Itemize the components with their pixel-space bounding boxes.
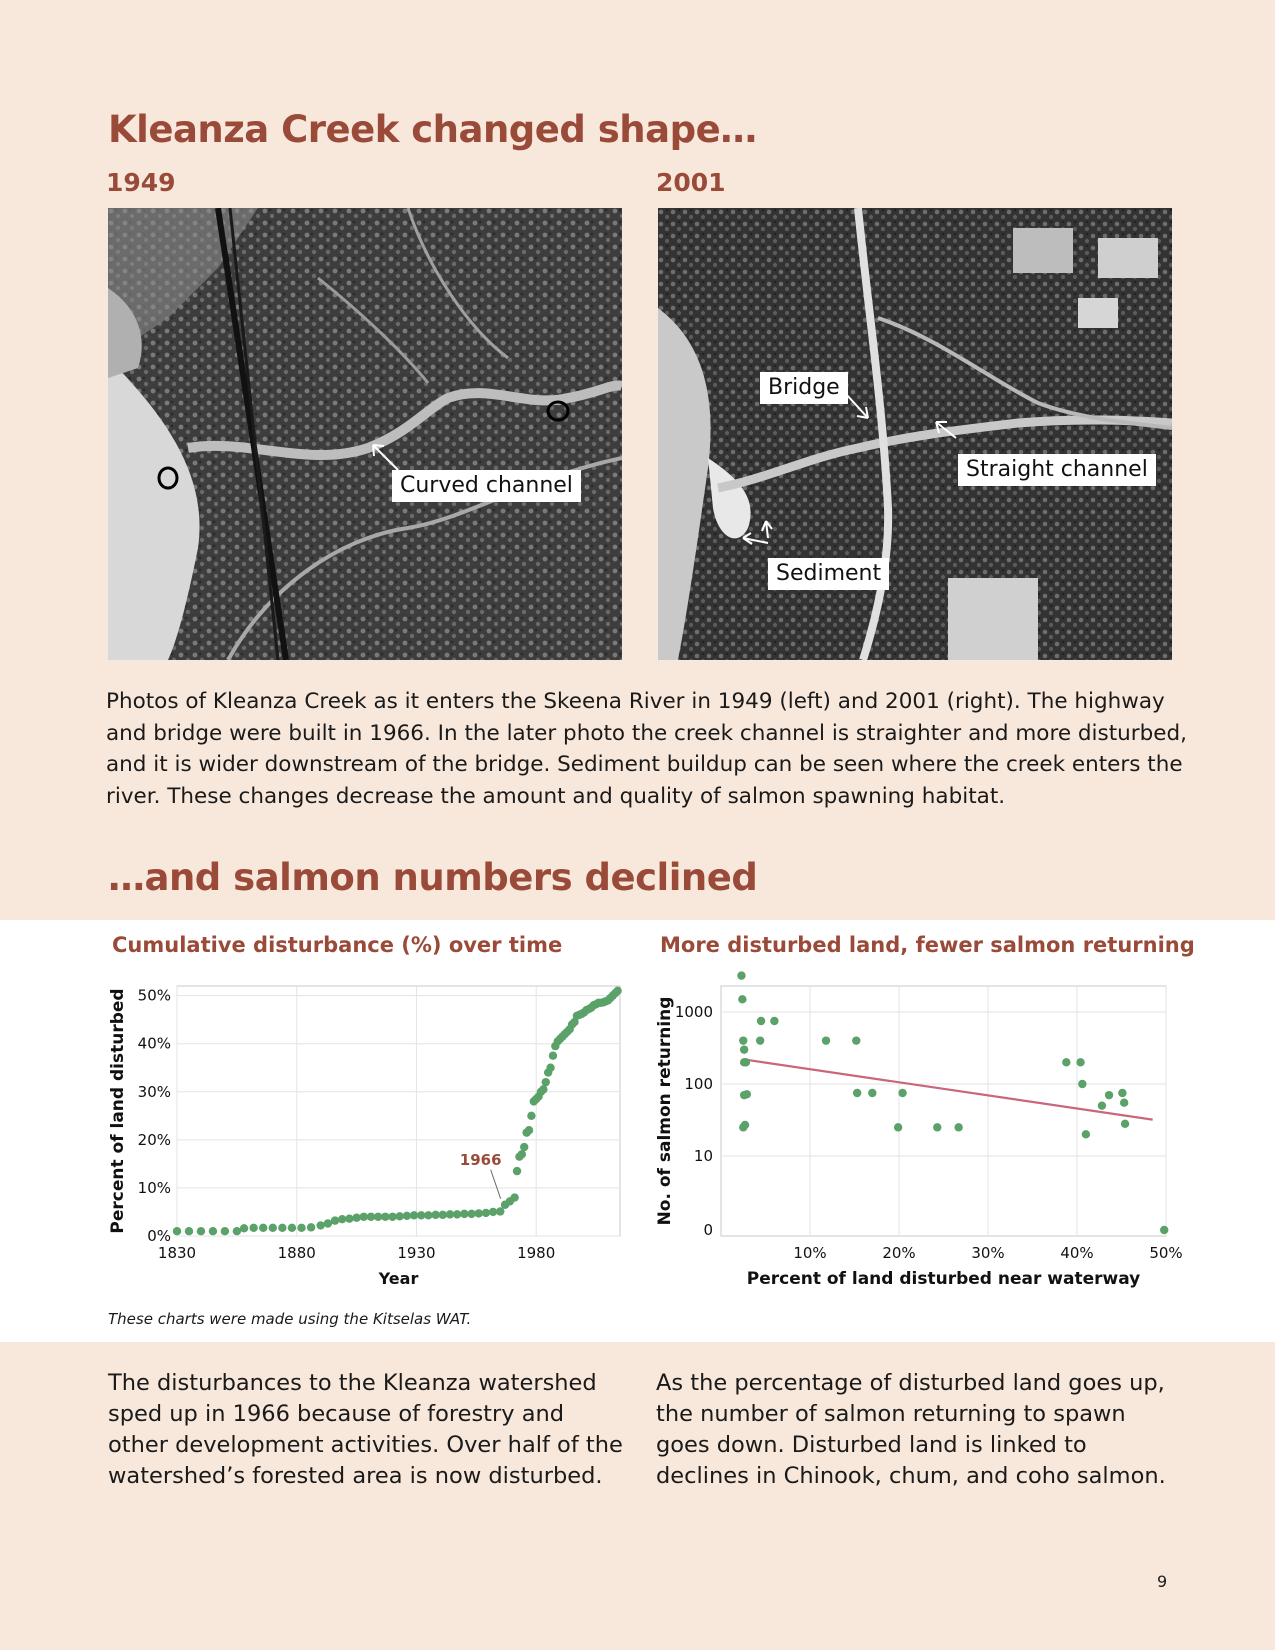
data-point [894, 1123, 902, 1131]
data-point [898, 1089, 906, 1097]
aerial-photo-1949-image [108, 208, 622, 660]
y-axis-label: No. of salmon returning [655, 996, 675, 1226]
page-title: Kleanza Creek changed shape… [108, 108, 757, 151]
data-point [324, 1219, 332, 1227]
photo-year-1949: 1949 [106, 168, 176, 197]
data-point [197, 1227, 205, 1235]
data-point [367, 1213, 375, 1221]
data-point [345, 1214, 353, 1222]
data-point [741, 1121, 749, 1129]
data-point [395, 1212, 403, 1220]
data-point [185, 1227, 193, 1235]
section-title: …and salmon numbers declined [108, 856, 758, 899]
data-point [738, 995, 746, 1003]
data-point [240, 1224, 248, 1232]
data-point [331, 1216, 339, 1224]
data-point [374, 1213, 382, 1221]
data-point [740, 1045, 748, 1053]
chart-title-disturbance: Cumulative disturbance (%) over time [112, 933, 563, 957]
data-point [460, 1210, 468, 1218]
data-point [439, 1211, 447, 1219]
plot-area [177, 986, 620, 1236]
data-point [770, 1017, 778, 1025]
sediment-label: Sediment [768, 558, 889, 590]
data-point [446, 1210, 454, 1218]
data-point [388, 1213, 396, 1221]
straight-channel-label: Straight channel [958, 454, 1156, 486]
y-tick-label: 0% [147, 1227, 171, 1245]
data-point [954, 1123, 962, 1131]
data-point [259, 1224, 267, 1232]
data-point [520, 1143, 528, 1151]
data-point [467, 1210, 475, 1218]
y-tick-label: 0 [703, 1221, 713, 1239]
data-point [742, 1058, 750, 1066]
aerial-photo-2001 [658, 208, 1172, 660]
data-point [249, 1224, 257, 1232]
data-point [352, 1214, 360, 1222]
y-tick-label: 40% [137, 1034, 171, 1053]
x-tick-label: 50% [1149, 1244, 1183, 1262]
aerial-photo-1949 [108, 208, 622, 660]
data-point [1105, 1091, 1113, 1099]
data-point [539, 1085, 547, 1093]
data-point [549, 1052, 557, 1060]
x-tick-label: 40% [1060, 1244, 1094, 1262]
data-point [822, 1036, 830, 1044]
disturbance-over-time-chart [100, 970, 630, 1290]
data-point [852, 1036, 860, 1044]
data-point [1098, 1101, 1106, 1109]
data-point [417, 1211, 425, 1219]
page-number: 9 [1157, 1572, 1168, 1591]
data-point [233, 1227, 241, 1235]
data-point [453, 1210, 461, 1218]
data-point [489, 1208, 497, 1216]
data-point [613, 987, 621, 995]
data-point [1078, 1080, 1086, 1088]
data-point [297, 1224, 305, 1232]
source-note: These charts were made using the Kitselas WAT. [108, 1310, 472, 1328]
data-point [1120, 1098, 1128, 1106]
data-point [381, 1213, 389, 1221]
y-tick-label: 1000 [674, 1003, 713, 1021]
aerial-photo-2001-image [658, 208, 1172, 660]
data-point [546, 1064, 554, 1072]
y-tick-label: 100 [684, 1075, 713, 1093]
x-tick-label: 1980 [517, 1244, 556, 1262]
data-point [424, 1211, 432, 1219]
x-tick-label: 1830 [157, 1244, 197, 1262]
y-axis-label: Percent of land disturbed [108, 988, 128, 1234]
data-point [482, 1209, 490, 1217]
data-point [278, 1224, 286, 1232]
x-tick-label: 20% [882, 1244, 916, 1262]
data-point [316, 1221, 324, 1229]
salmon-vs-disturbance-chart [650, 970, 1190, 1290]
data-point [737, 971, 745, 979]
y-tick-label: 30% [137, 1082, 171, 1101]
data-point [853, 1089, 861, 1097]
data-point [933, 1123, 941, 1131]
data-point [288, 1224, 296, 1232]
chart-title-salmon: More disturbed land, fewer salmon returning [660, 933, 1195, 957]
data-point [338, 1215, 346, 1223]
data-point [1062, 1058, 1070, 1066]
data-point [403, 1212, 411, 1220]
data-point [513, 1167, 521, 1175]
y-tick-label: 10% [137, 1178, 171, 1197]
body-text-right: As the percentage of disturbed land goes up, the number of salmon returning to spawn goes down. Disturbed land is linked to declines in Chinook, chum, and coho salmon. [656, 1370, 1166, 1489]
annotation-1966: 1966 [459, 1150, 502, 1169]
x-tick-label: 30% [971, 1244, 1005, 1262]
data-point [739, 1036, 747, 1044]
x-axis-label: Percent of land disturbed near waterway [746, 1269, 1141, 1289]
data-point [475, 1209, 483, 1217]
x-tick-label: 1930 [397, 1244, 436, 1262]
data-point [209, 1227, 217, 1235]
x-tick-label: 10% [793, 1244, 827, 1262]
data-point [1160, 1226, 1168, 1234]
data-point [307, 1223, 315, 1231]
y-tick-label: 20% [137, 1130, 171, 1149]
data-point [221, 1227, 229, 1235]
data-point [510, 1193, 518, 1201]
data-point [868, 1089, 876, 1097]
data-point [431, 1211, 439, 1219]
data-point [1121, 1120, 1129, 1128]
body-text-left: The disturbances to the Kleanza watershed sped up in 1966 because of forestry and other development activities. Over half of the watershed’s forested area is now disturbed. [108, 1370, 623, 1489]
photo-year-2001: 2001 [656, 168, 726, 197]
data-point [757, 1017, 765, 1025]
data-point [527, 1112, 535, 1120]
data-point [269, 1224, 277, 1232]
data-point [743, 1090, 751, 1098]
curved-channel-label: Curved channel [392, 470, 581, 502]
data-point [1082, 1130, 1090, 1138]
data-point [410, 1211, 418, 1219]
data-point [173, 1227, 181, 1235]
data-point [496, 1207, 504, 1215]
data-point [525, 1126, 533, 1134]
data-point [1076, 1058, 1084, 1066]
bridge-label: Bridge [760, 372, 848, 404]
data-point [756, 1036, 764, 1044]
data-point [1118, 1089, 1126, 1097]
x-tick-label: 1880 [277, 1244, 316, 1262]
x-axis-label: Year [378, 1269, 419, 1288]
y-tick-label: 10 [693, 1147, 713, 1165]
photo-caption: Photos of Kleanza Creek as it enters the Skeena River in 1949 (left) and 2001 (right). The highway and bridge were built in 1966. In the later photo the creek channel is straighter and more disturbed, and it is wider downstream of the bridge. Sediment buildup can be seen where the creek enters the river. These changes decrease the amount and quality of salmon spawning habitat. [106, 689, 1187, 809]
data-point [518, 1150, 526, 1158]
data-point [360, 1213, 368, 1221]
y-tick-label: 50% [137, 986, 171, 1005]
data-point [542, 1078, 550, 1086]
